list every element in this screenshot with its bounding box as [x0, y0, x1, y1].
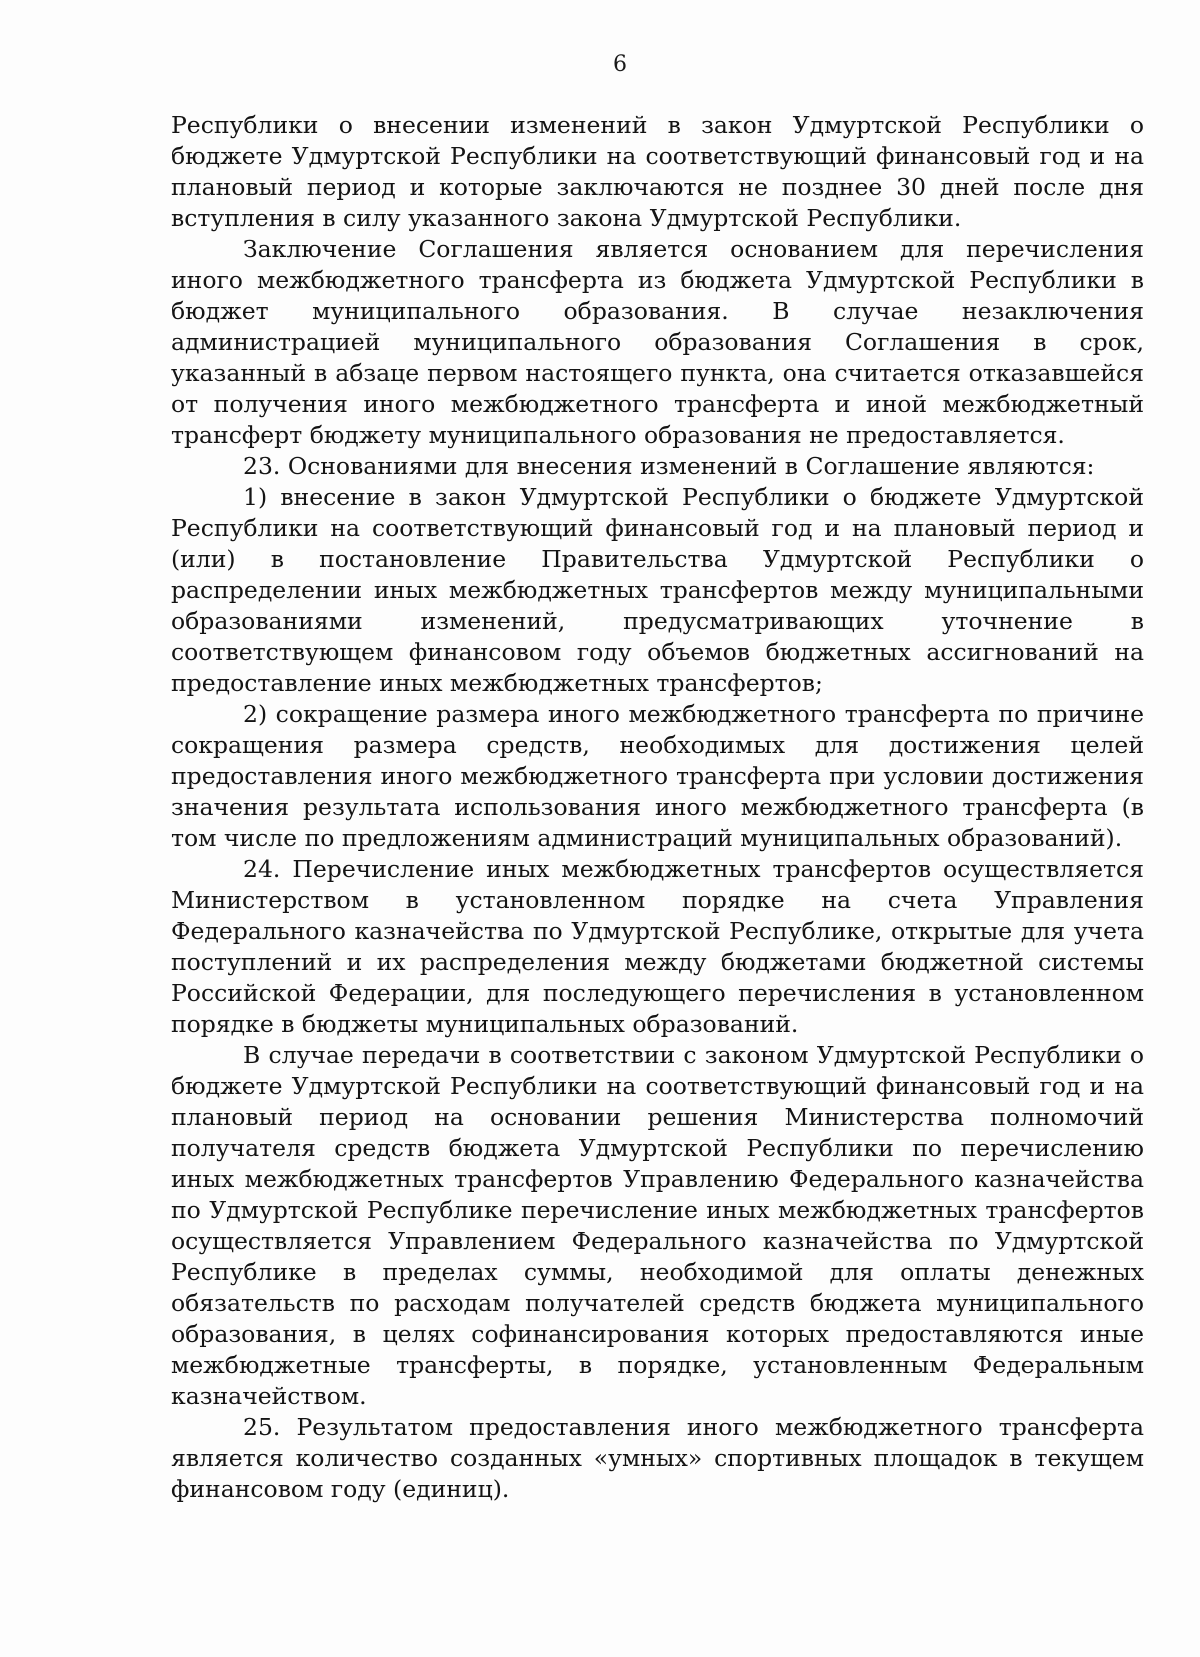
- document-body: [171, 110, 1144, 1505]
- paragraph-item-24-transfer: В случае передачи в соответствии с законом Удмуртской Республики о бюджете Удмуртской Республики на соответствующий финансовый год и на плановый период на основании решения Министерства полномочий получателя средств бюджета Удмуртской Республики по перечислению иных межбюджетных трансфертов Управлению Федерального казначейства по Удмуртской Республике перечисление иных межбюджетных трансфертов осуществляется Управлением Федерального казначейства по Удмуртской Республике в пределах суммы, необходимой для оплаты денежных обязательств по расходам получателей средств бюджета муниципального образования, в целях софинансирования которых предоставляются иные межбюджетные трансферты, в порядке, установленным Федеральным казначейством.: [171, 1041, 1144, 1410]
- paragraph-item-23: 23. Основаниями для внесения изменений в Соглашение являются:: [243, 452, 1095, 480]
- paragraph-item-24: 24. Перечисление иных межбюджетных трансфертов осуществляется Министерством в установленном порядке на счета Управления Федерального казначейства по Удмуртской Республике, открытые для учета поступлений и их распределения между бюджетами бюджетной системы Российской Федерации, для последующего перечисления в установленном порядке в бюджеты муниципальных образований.: [171, 855, 1144, 1038]
- page-number: 6: [613, 52, 627, 77]
- paragraph-item-23-2: 2) сокращение размера иного межбюджетного трансферта по причине сокращения размера средств, необходимых для достижения целей предоставления иного межбюджетного трансферта при условии достижения значения результата использования иного межбюджетного трансферта (в том числе по предложениям администраций муниципальных образований).: [171, 700, 1144, 852]
- paragraph-item-25: 25. Результатом предоставления иного межбюджетного трансферта является количество созданных «умных» спортивных площадок в текущем финансовом году (единиц).: [171, 1413, 1144, 1503]
- paragraph-item-23-1: 1) внесение в закон Удмуртской Республики о бюджете Удмуртской Республики на соответствующий финансовый год и на плановый период и (или) в постановление Правительства Удмуртской Республики о распределении иных межбюджетных трансфертов между муниципальными образованиями изменений, предусматривающих уточнение в соответствующем финансовом году объемов бюджетных ассигнований на предоставление иных межбюджетных трансфертов;: [171, 483, 1144, 697]
- paragraph-agreement-conclusion: Заключение Соглашения является основанием для перечисления иного межбюджетного трансферта из бюджета Удмуртской Республики в бюджет муниципального образования. В случае незаключения администрацией муниципального образования Соглашения в срок, указанный в абзаце первом настоящего пункта, она считается отказавшейся от получения иного межбюджетного трансферта и иной межбюджетный трансферт бюджету муниципального образования не предоставляется.: [171, 235, 1144, 449]
- paragraph-continuation: Республики о внесении изменений в закон Удмуртской Республики о бюджете Удмуртской Республики на соответствующий финансовый год и на плановый период и которые заключаются не позднее 30 дней после дня вступления в силу указанного закона Удмуртской Республики.: [171, 111, 1144, 232]
